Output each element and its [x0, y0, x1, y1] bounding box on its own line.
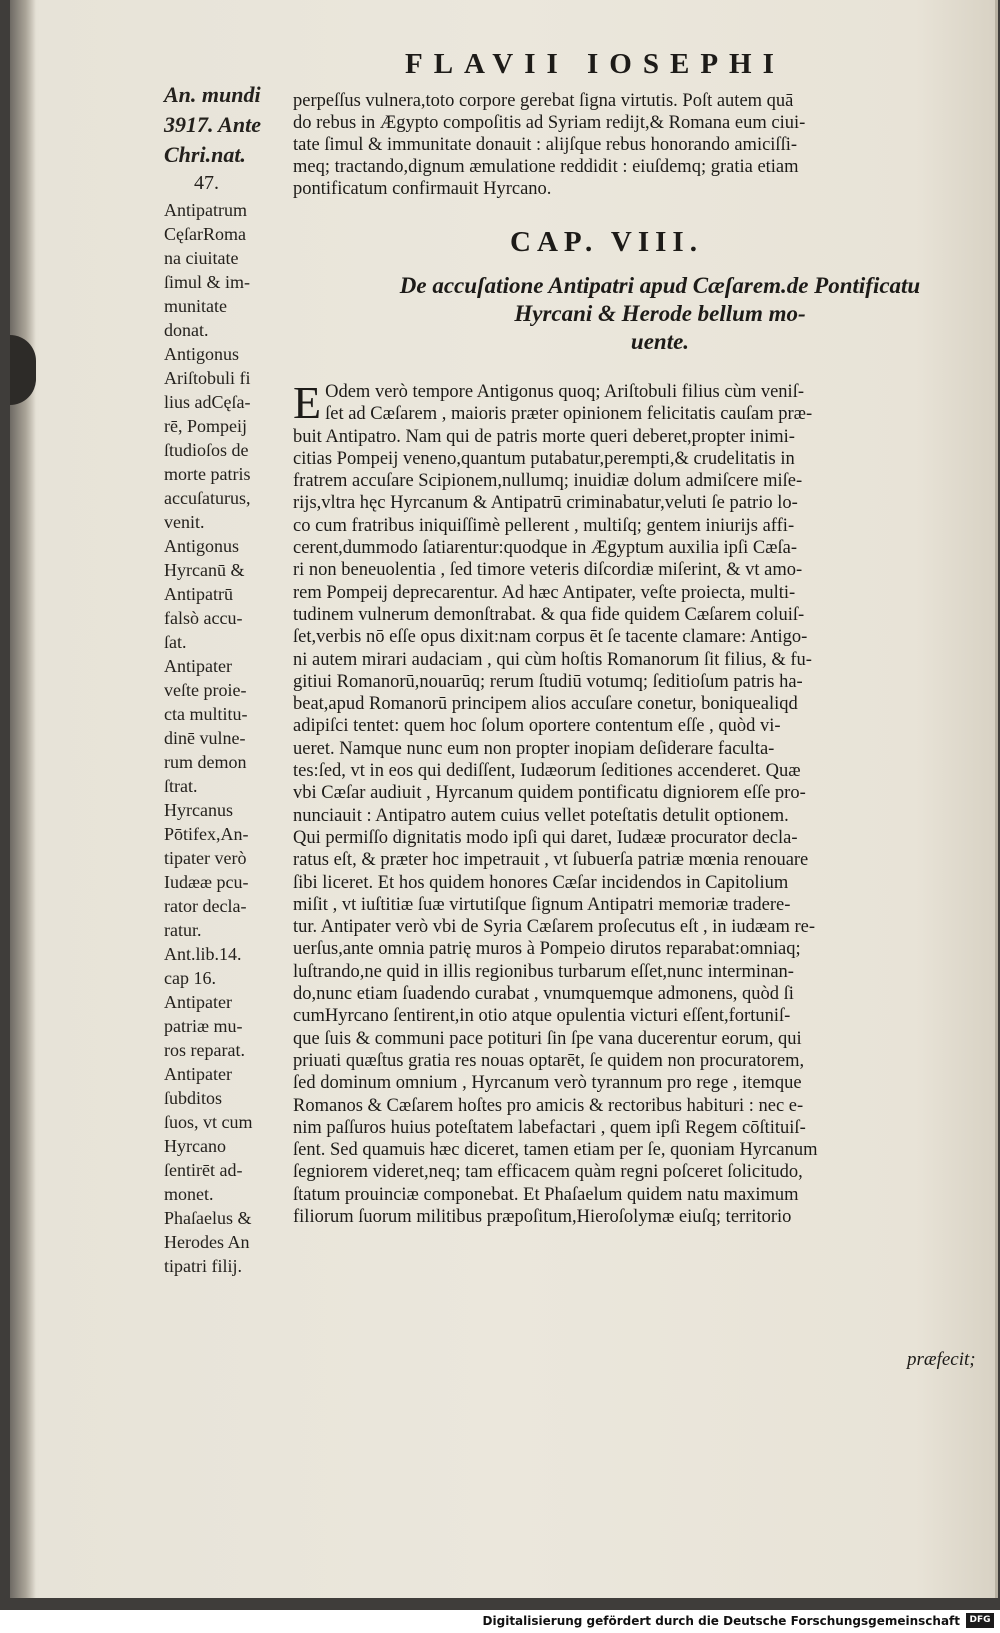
subtitle-line: Hyrcani & Herode bellum mo-: [514, 301, 806, 326]
subtitle-line: De accuſatione Antipatri apud Cæſarem.de Pontificatu: [399, 273, 921, 298]
margin-note: [164, 990, 292, 1062]
margin-note-line: ros reparat.: [164, 1040, 245, 1060]
text-line: nunciauit : Antipatro autem cuius vellet poteſtatis detulit optionem.: [293, 805, 789, 826]
margin-note-line: falsò accu-: [164, 608, 243, 628]
margin-note-line: Phaſaelus &: [164, 1208, 252, 1228]
margin-note-line: Antipater: [164, 656, 232, 676]
margin-note-line: veſte proie-: [164, 680, 247, 700]
text-line: ſegniorem videret,neq; tam efficacem quàm regni poſceret ſolicitudo,: [293, 1162, 803, 1183]
text-line: rem Pompeij deprecarentur. Ad hæc Antipater, veſte proiecta, multi-: [293, 582, 796, 603]
text-line: rijs,vltra hęc Hyrcanum & Antipatrū criminabatur,veluti ſe patrio lo-: [293, 493, 798, 514]
margin-note: [164, 534, 292, 654]
text-line: gitiui Romanorū,nouarūq; rerum ſtudiū votumq; ſeditioſum patris ha-: [293, 671, 803, 692]
margin-note-line: lius adCęſa-: [164, 392, 251, 412]
marginalia-column: [164, 80, 292, 1278]
text-line: ri non beneuolentia , ſed timore veteris diſcordiæ miſerint, & vt amo-: [293, 560, 803, 581]
margin-date-line: An. mundi: [164, 82, 261, 107]
text-line: Romanos & Cæſarem hoſtes pro amicis & rectoribus habituri : nec e-: [293, 1095, 804, 1116]
text-line: Qui permiſſo dignitatis modo ipſi qui daret, Iudææ procurator decla-: [293, 827, 798, 848]
margin-note-line: cta multitu-: [164, 704, 248, 724]
text-line: meq; tractando,dignum æmulatione reddidit : eiuſdemq; gratia etiam: [293, 157, 799, 177]
chapter-body: [293, 377, 983, 1228]
text-line: ratus eſt, & præter hoc impetrauit , vt ſubuerſa patriæ mœnia renouare: [293, 850, 809, 871]
margin-note-line: donat.: [164, 320, 209, 340]
text-line: tes:ſed, vt in eos qui dediſſent, Iudæorum ſeditiones accenderet. Quæ: [293, 761, 801, 782]
text-line: ſent. Sed quamuis hæc diceret, tamen etiam per ſe, quoniam Hyrcanum: [293, 1140, 818, 1161]
drop-cap: E: [293, 377, 322, 428]
margin-note-line: Antigonus: [164, 536, 240, 556]
margin-note: [164, 942, 292, 990]
margin-note-line: Pōtifex,An-: [164, 824, 249, 844]
text-line: ſtatum prouinciæ componebat. Et Phaſaelum quidem natu maximum: [293, 1184, 799, 1205]
text-line: ſed dominum omnium , Hyrcanum verò tyrannum pro rege , itemque: [293, 1073, 802, 1094]
text-line: nim paſſuros huius poteſtatem labefactari , quem ipſi Regem cōſtituiſ-: [293, 1117, 806, 1138]
margin-note-line: morte patris: [164, 464, 251, 484]
margin-note: [164, 342, 292, 534]
text-line: do,nunc etiam ſuadendo curabat , vnumquemque admonens, quòd ſi: [293, 984, 794, 1005]
margin-date-line: 3917. Ante: [164, 112, 261, 137]
text-line: tate ſimul & immunitate donauit : alijſque rebus honorando amiciſſi-: [293, 135, 798, 155]
text-line: cerent,dummodo ſatiarentur:quodque in Ægyptum auxilia ipſi Cæſa-: [293, 538, 798, 559]
margin-note-line: Ariſtobuli fi: [164, 368, 251, 388]
preceding-paragraph: [293, 90, 983, 200]
margin-note-line: na ciuitate: [164, 248, 239, 268]
text-line: ſibi liceret. Et hos quidem honores Cæſar incidendos in Capitolium: [293, 872, 789, 893]
text-line: que ſuis & communi pace potituri ſin ſpe vana ducerentur eorum, qui: [293, 1028, 802, 1049]
margin-note-line: ſimul & im-: [164, 272, 251, 292]
margin-note-line: ſuos, vt cum: [164, 1112, 253, 1132]
margin-note-line: ſentirēt ad-: [164, 1160, 243, 1180]
dfg-logo: DFG: [966, 1613, 994, 1628]
text-line: citias Pompeij veneno,quantum putabatur,perempti,& crudelitatis in: [293, 448, 795, 469]
margin-note-line: Antigonus: [164, 344, 240, 364]
margin-date-line: Chri.nat.: [164, 142, 246, 167]
chapter-title: CAP. VIII.: [510, 226, 703, 258]
margin-note: [164, 1206, 292, 1278]
margin-year: 47.: [194, 172, 219, 194]
margin-note-line: tipatri filij.: [164, 1256, 242, 1276]
text-line: miſit , vt iuſtitiæ ſuæ virtutiſque ſignum Antipatri memoriæ tradere-: [293, 894, 791, 915]
margin-note: [164, 198, 292, 342]
margin-dates: [164, 80, 292, 170]
margin-note-line: dinē vulne-: [164, 728, 246, 748]
chapter-subtitle: [340, 272, 980, 356]
text-line: do rebus in Ægypto compoſitis ad Syriam redijt,& Romana eum ciui-: [293, 113, 806, 133]
text-line: priuati quæſtus gratia res nouas optarēt, ſe quidem non procuratorem,: [293, 1050, 805, 1071]
margin-note-line: rator decla-: [164, 896, 247, 916]
margin-note-line: ſtrat.: [164, 776, 198, 796]
margin-note-line: monet.: [164, 1184, 214, 1204]
text-line: perpeſſus vulnera,toto corpore gerebat ſigna virtutis. Poſt autem quā: [293, 91, 794, 111]
text-line: beat,apud Romanorū principem alios accuſare conetur, boniquealiqd: [293, 694, 798, 715]
margin-note-line: Hyrcanū &: [164, 560, 245, 580]
margin-note-line: Herodes An: [164, 1232, 250, 1252]
subtitle-line: uente.: [630, 329, 690, 354]
margin-notes: [164, 198, 292, 1278]
margin-note-line: cap 16.: [164, 968, 216, 988]
text-line: tudinem vulnerum demonſtrabat. & qua fide quidem Cæſarem coluiſ-: [293, 604, 805, 625]
binding-shadow: [10, 0, 36, 1598]
catchword: præfecit;: [907, 1349, 976, 1370]
margin-note-line: ratur.: [164, 920, 202, 940]
margin-note-line: tipater verò: [164, 848, 247, 868]
margin-note-line: Antipatrum: [164, 200, 247, 220]
margin-note-line: patriæ mu-: [164, 1016, 243, 1036]
margin-note-line: ſtudioſos de: [164, 440, 249, 460]
margin-note-line: Hyrcanus: [164, 800, 233, 820]
text-line: filiorum ſuorum militibus præpoſitum,Hieroſolymæ eiuſq; territorio: [293, 1206, 792, 1227]
margin-note: [164, 1062, 292, 1206]
margin-note-line: rum demon: [164, 752, 247, 772]
margin-note-line: rē, Pompeij: [164, 416, 247, 436]
text-line: Odem verò tempore Antigonus quoq; Ariſtobuli filius cùm veniſ-: [325, 382, 804, 402]
margin-note-line: Antipater: [164, 992, 232, 1012]
margin-note-line: accuſaturus,: [164, 488, 251, 508]
margin-note-line: Antipatrū: [164, 584, 233, 604]
text-line: co cum fratribus iniquiſſimè pellerent , multiſq; gentem iniurijs affi-: [293, 515, 795, 536]
margin-note-line: Iudææ pcu-: [164, 872, 249, 892]
margin-note-line: venit.: [164, 512, 205, 532]
margin-note-line: ſubditos: [164, 1088, 223, 1108]
text-line: ſet ad Cæſarem , maioris præter opinionem felicitatis cauſam præ-: [325, 404, 813, 425]
margin-note: [164, 798, 292, 942]
text-line: fratrem accuſare Scipionem,nullumq; inuidiæ dolum admiſcere miſe-: [293, 471, 803, 492]
margin-note: [164, 654, 292, 798]
margin-note-line: munitate: [164, 296, 227, 316]
text-line: cumHyrcano ſentirent,in otio atque opulentia victuri eſſent,fortuniſ-: [293, 1006, 791, 1027]
margin-note-line: CęſarRoma: [164, 224, 246, 244]
text-line: adipiſci tentet: quem hoc ſolum oportere contentum eſſe , quòd vi-: [293, 716, 781, 737]
margin-note-line: Hyrcano: [164, 1136, 226, 1156]
book-page: [10, 0, 998, 1598]
text-line: luſtrando,ne quid in illis regionibus turbarum eſſet,nunc interminan-: [293, 961, 794, 982]
text-line: ueret. Namque nunc eum non propter inopiam deſiderare faculta-: [293, 738, 775, 759]
text-line: vbi Cæſar audiuit , Hyrcanum quidem pontificatu digniorem eſſe pro-: [293, 783, 806, 804]
text-line: pontificatum confirmauit Hyrcano.: [293, 179, 552, 199]
text-line: ſet,verbis nō eſſe opus dixit:nam corpus ēt ſe tacente clamare: Antigo-: [293, 627, 808, 648]
text-line: uerſus,ante omnia patrię muros à Pompeio dirutos reparabat:omniaq;: [293, 939, 801, 960]
digitization-credit: Digitalisierung gefördert durch die Deutsche Forschungsgemeinschaft: [482, 1614, 960, 1628]
margin-note-line: ſat.: [164, 632, 187, 652]
text-line: tur. Antipater verò vbi de Syria Cæſarem proſecutus eſt , in iudæam re-: [293, 917, 815, 938]
margin-note-line: Antipater: [164, 1064, 232, 1084]
text-line: buit Antipatro. Nam qui de patris morte queri deberet,propter inimi-: [293, 426, 795, 447]
text-line: ni autem mirari audaciam , qui cùm hoſtis Romanorum ſit filius, & fu-: [293, 649, 812, 670]
margin-note-line: Ant.lib.14.: [164, 944, 242, 964]
running-head: FLAVII IOSEPHI: [405, 48, 785, 80]
